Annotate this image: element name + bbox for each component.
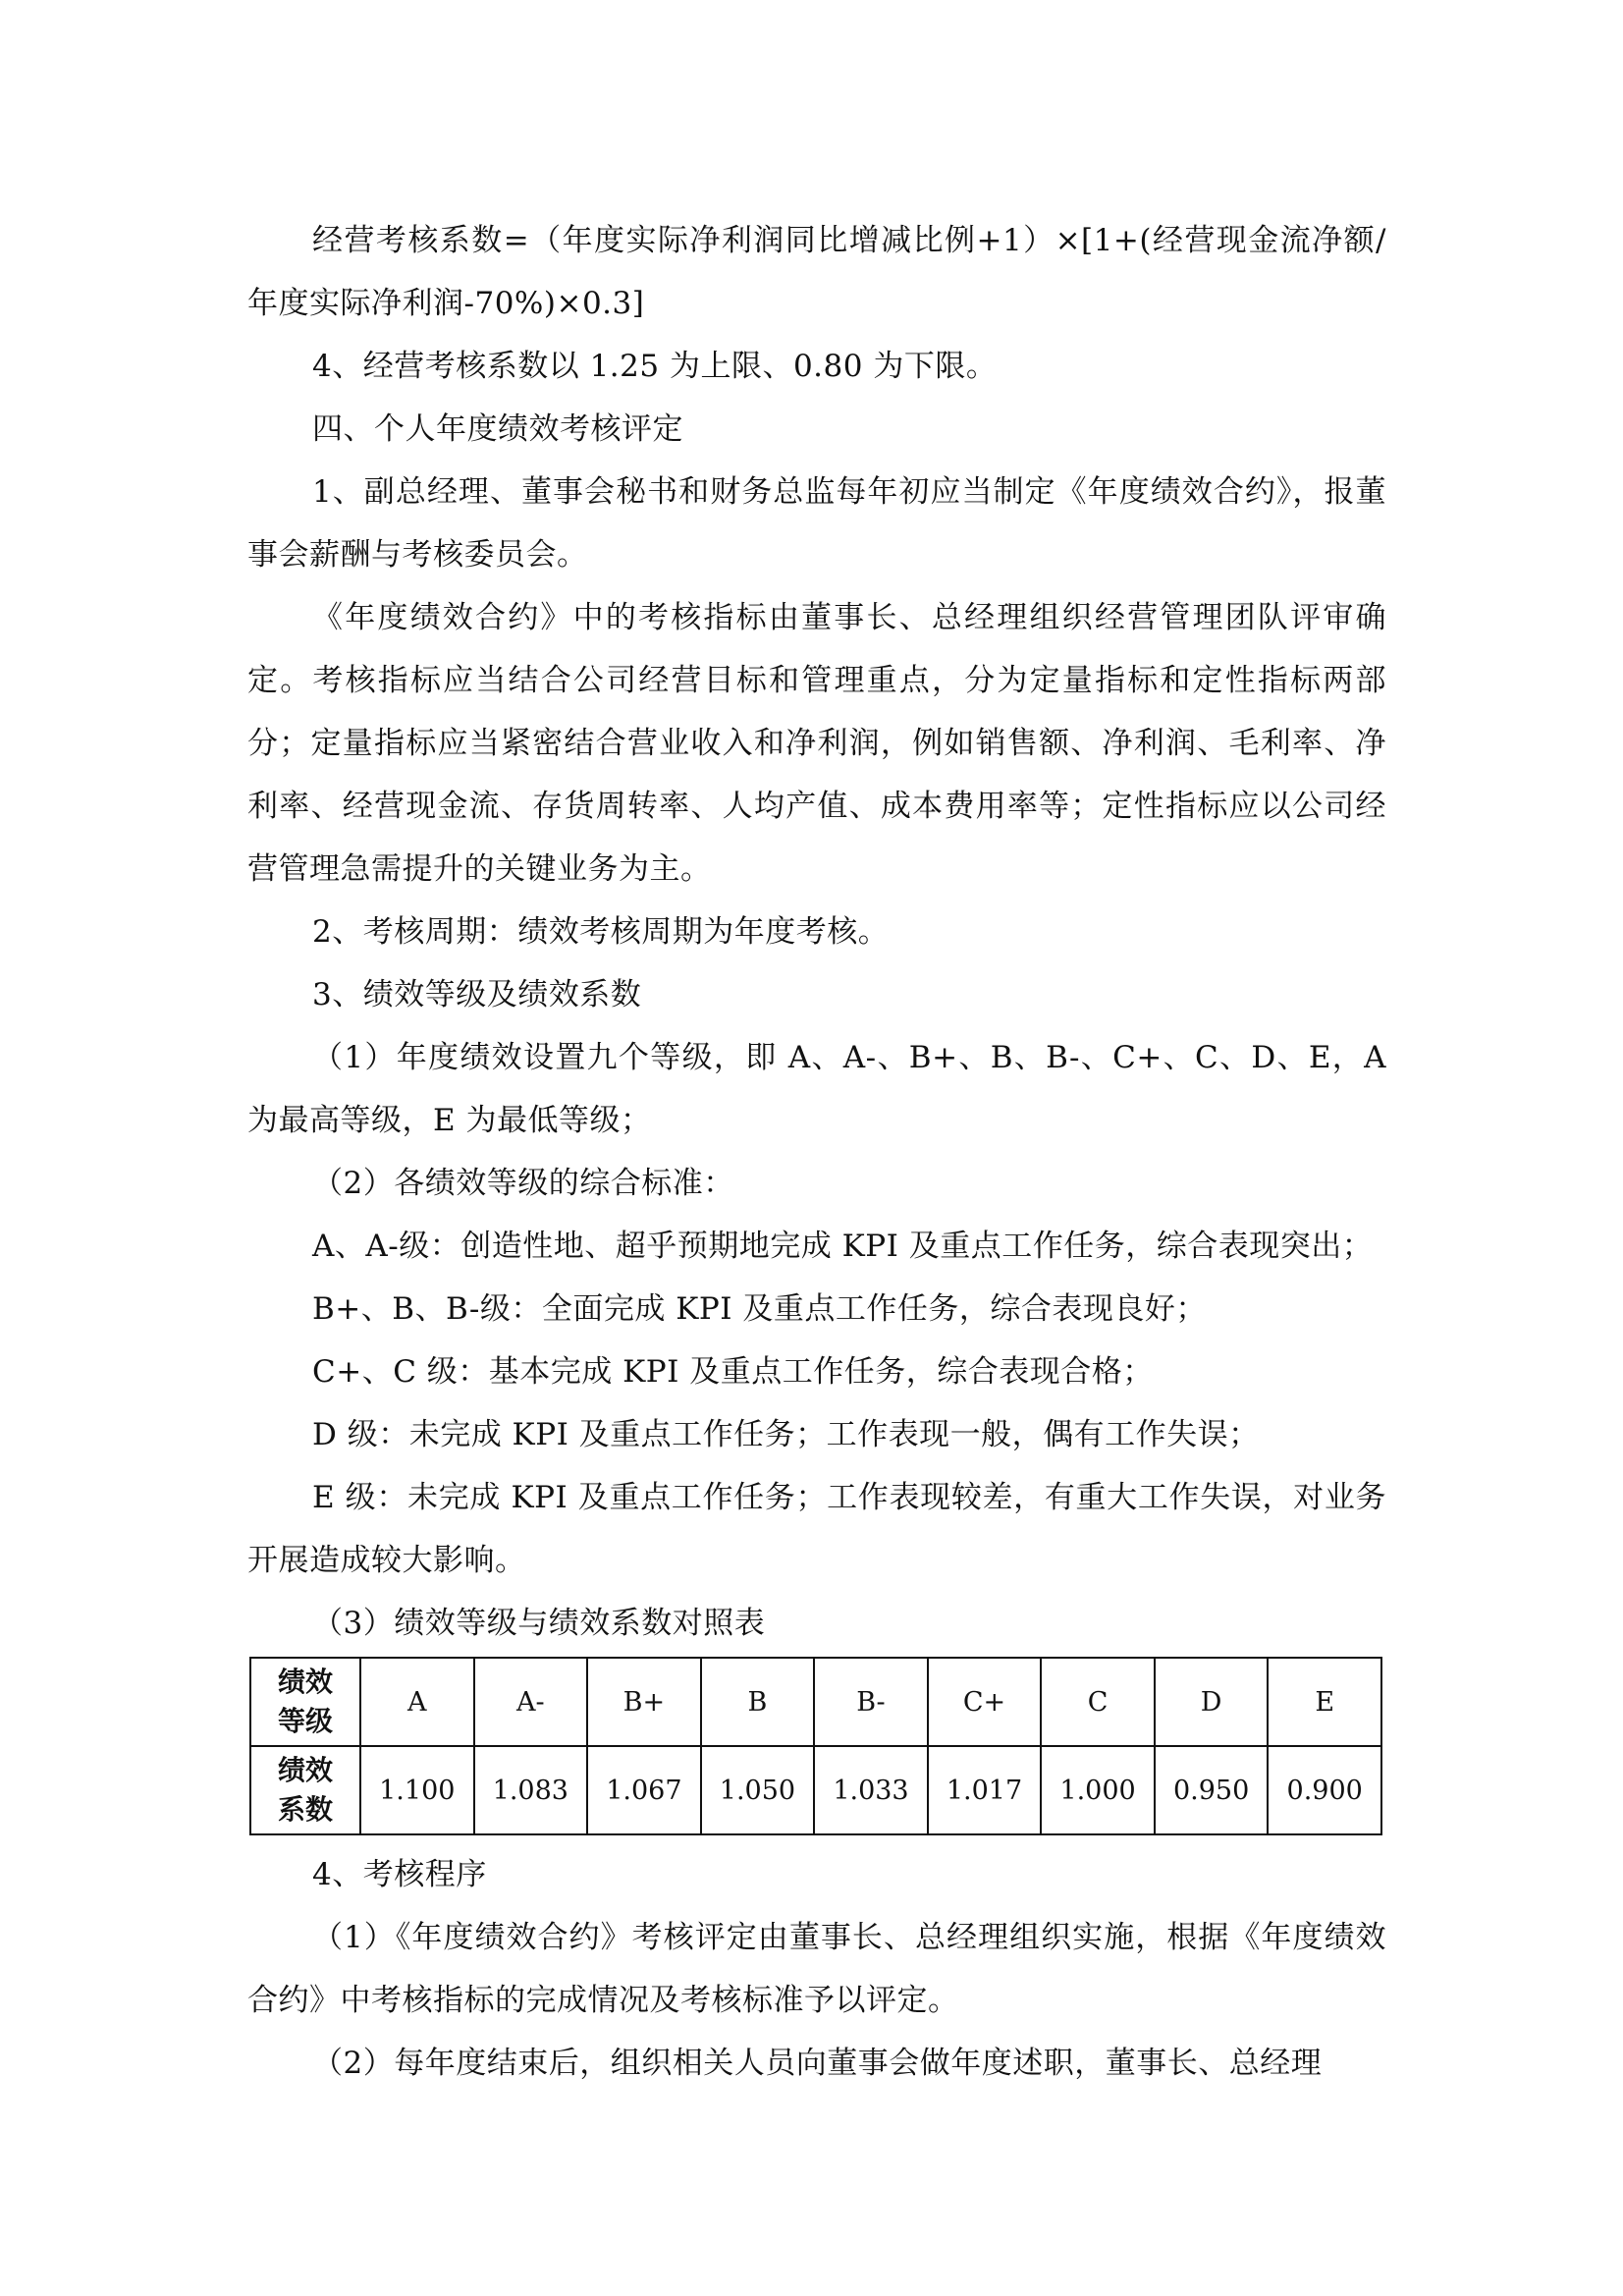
- document-body: [247, 209, 1386, 2095]
- standard-a: A、A-级：创造性地、超乎预期地完成 KPI 及重点工作任务，综合表现突出；: [312, 1229, 1374, 1264]
- paragraph-indicators: 《年度绩效合约》中的考核指标由董事长、总经理组织经营管理团队评审确定。考核指标应当结合公司经营目标和管理重点，分为定量指标和定性指标两部分；定量指标应当紧密结合营业收入和净利润，例如销售额、净利润、毛利率、净利率、经营现金流、存货周转率、人均产值、成本费用率等；定性指标应以公司经营管理急需提升的关键业务为主。: [247, 600, 1386, 887]
- paragraph-procedure-2: （2）每年度结束后，组织相关人员向董事会做年度述职，董事长、总经理: [312, 2046, 1323, 2081]
- standard-c: C+、C 级：基本完成 KPI 及重点工作任务，综合表现合格；: [312, 1354, 1154, 1390]
- standard-b: B+、B、B-级：全面完成 KPI 及重点工作任务，综合表现良好；: [312, 1291, 1207, 1327]
- subheading-procedure: 4、考核程序: [312, 1857, 487, 1892]
- standard-d: D 级：未完成 KPI 及重点工作任务；工作表现一般，偶有工作失误；: [312, 1417, 1260, 1452]
- grade-cell: B+: [587, 1658, 701, 1746]
- standard-e: E 级：未完成 KPI 及重点工作任务；工作表现较差，有重大工作失误，对业务开展造成较大影响。: [247, 1480, 1386, 1578]
- grade-cell: C+: [928, 1658, 1042, 1746]
- coefficient-cell: 1.067: [587, 1746, 701, 1834]
- subheading-grades: 3、绩效等级及绩效系数: [312, 977, 642, 1012]
- grade-cell: E: [1268, 1658, 1381, 1746]
- paragraph-formula: 经营考核系数=（年度实际净利润同比增减比例+1）×[1+(经营现金流净额/年度实际净利润-70%)×0.3]: [247, 223, 1386, 321]
- coefficient-cell: 1.000: [1041, 1746, 1155, 1834]
- grade-coefficient-table: [249, 1657, 1382, 1835]
- grade-cell: B-: [814, 1658, 928, 1746]
- coefficient-cell: 0.950: [1155, 1746, 1269, 1834]
- coefficient-cell: 1.033: [814, 1746, 928, 1834]
- grade-cell: A-: [474, 1658, 588, 1746]
- table-header-coefficient: 绩效 系数: [250, 1746, 360, 1834]
- table-row-grades: [250, 1658, 1381, 1746]
- grade-cell: B: [701, 1658, 815, 1746]
- paragraph-nine-grades: （1）年度绩效设置九个等级，即 A、A-、B+、B、B-、C+、C、D、E，A 为最高等级，E 为最低等级；: [247, 1040, 1386, 1138]
- paragraph-limit: 4、经营考核系数以 1.25 为上限、0.80 为下限。: [312, 349, 998, 384]
- grade-cell: C: [1041, 1658, 1155, 1746]
- table-header-grade: 绩效 等级: [250, 1658, 360, 1746]
- grade-cell: D: [1155, 1658, 1269, 1746]
- section-heading-4: 四、个人年度绩效考核评定: [312, 411, 683, 447]
- grade-cell: A: [360, 1658, 474, 1746]
- coefficient-cell: 1.017: [928, 1746, 1042, 1834]
- coefficient-cell: 1.083: [474, 1746, 588, 1834]
- table-row-coefficients: [250, 1746, 1381, 1834]
- paragraph-standards-intro: （2）各绩效等级的综合标准：: [312, 1166, 734, 1201]
- coefficient-cell: 1.100: [360, 1746, 474, 1834]
- paragraph-contract: 1、副总经理、董事会秘书和财务总监每年初应当制定《年度绩效合约》，报董事会薪酬与考核委员会。: [247, 474, 1386, 573]
- paragraph-period: 2、考核周期：绩效考核周期为年度考核。: [312, 914, 890, 950]
- coefficient-cell: 0.900: [1268, 1746, 1381, 1834]
- table-caption: （3）绩效等级与绩效系数对照表: [312, 1606, 766, 1641]
- paragraph-procedure-1: （1）《年度绩效合约》考核评定由董事长、总经理组织实施，根据《年度绩效合约》中考核指标的完成情况及考核标准予以评定。: [247, 1920, 1386, 2018]
- coefficient-cell: 1.050: [701, 1746, 815, 1834]
